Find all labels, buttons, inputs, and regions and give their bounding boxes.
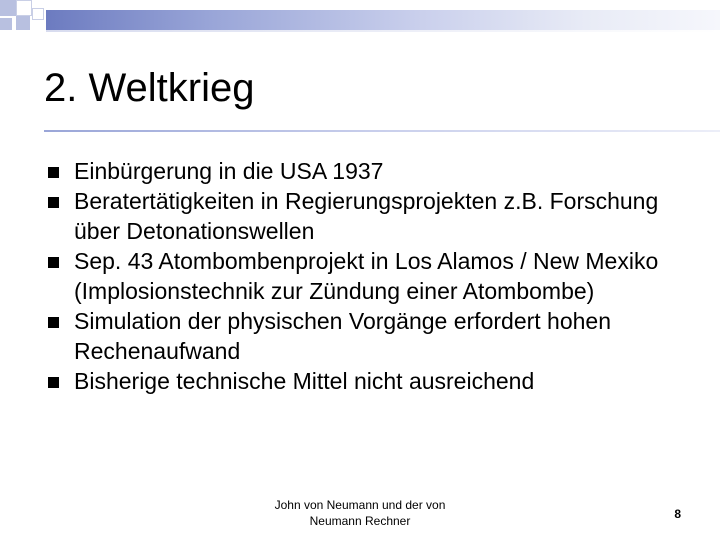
bullet-list xyxy=(44,156,694,396)
bullet-text: Sep. 43 Atombombenprojekt in Los Alamos / New Mexiko (Implosionstechnik zur Zündung einer Atombombe) xyxy=(74,248,659,304)
bullet-item xyxy=(44,246,694,306)
corner-square-decoration xyxy=(0,0,16,16)
title-divider xyxy=(44,130,720,132)
square-bullet-icon xyxy=(48,197,59,208)
bullet-item xyxy=(44,306,694,366)
square-bullet-icon xyxy=(48,257,59,268)
bullet-item xyxy=(44,186,694,246)
bullet-item xyxy=(44,366,694,396)
page-number: 8 xyxy=(674,507,681,521)
square-bullet-icon xyxy=(48,377,59,388)
corner-square-decoration xyxy=(32,8,44,20)
header-gradient-bar xyxy=(46,10,720,30)
corner-square-decoration xyxy=(0,18,12,30)
bullet-text: Einbürgerung in die USA 1937 xyxy=(74,158,384,184)
footer-line-2: Neumann Rechner xyxy=(309,514,411,528)
bullet-text: Bisherige technische Mittel nicht ausreichend xyxy=(74,368,535,394)
corner-square-decoration xyxy=(16,16,30,30)
footer-line-1: John von Neumann und der von xyxy=(274,498,446,512)
bullet-text: Simulation der physischen Vorgänge erfordert hohen Rechenaufwand xyxy=(74,308,612,364)
bullet-text: Beratertätigkeiten in Regierungsprojekten z.B. Forschung über Detonationswellen xyxy=(74,188,659,244)
square-bullet-icon xyxy=(48,317,59,328)
bullet-item xyxy=(44,156,694,186)
slide-title: 2. Weltkrieg xyxy=(44,66,255,110)
header-bar-shadow xyxy=(46,30,720,32)
corner-square-decoration xyxy=(16,0,32,16)
footer-caption xyxy=(250,497,470,529)
square-bullet-icon xyxy=(48,167,59,178)
